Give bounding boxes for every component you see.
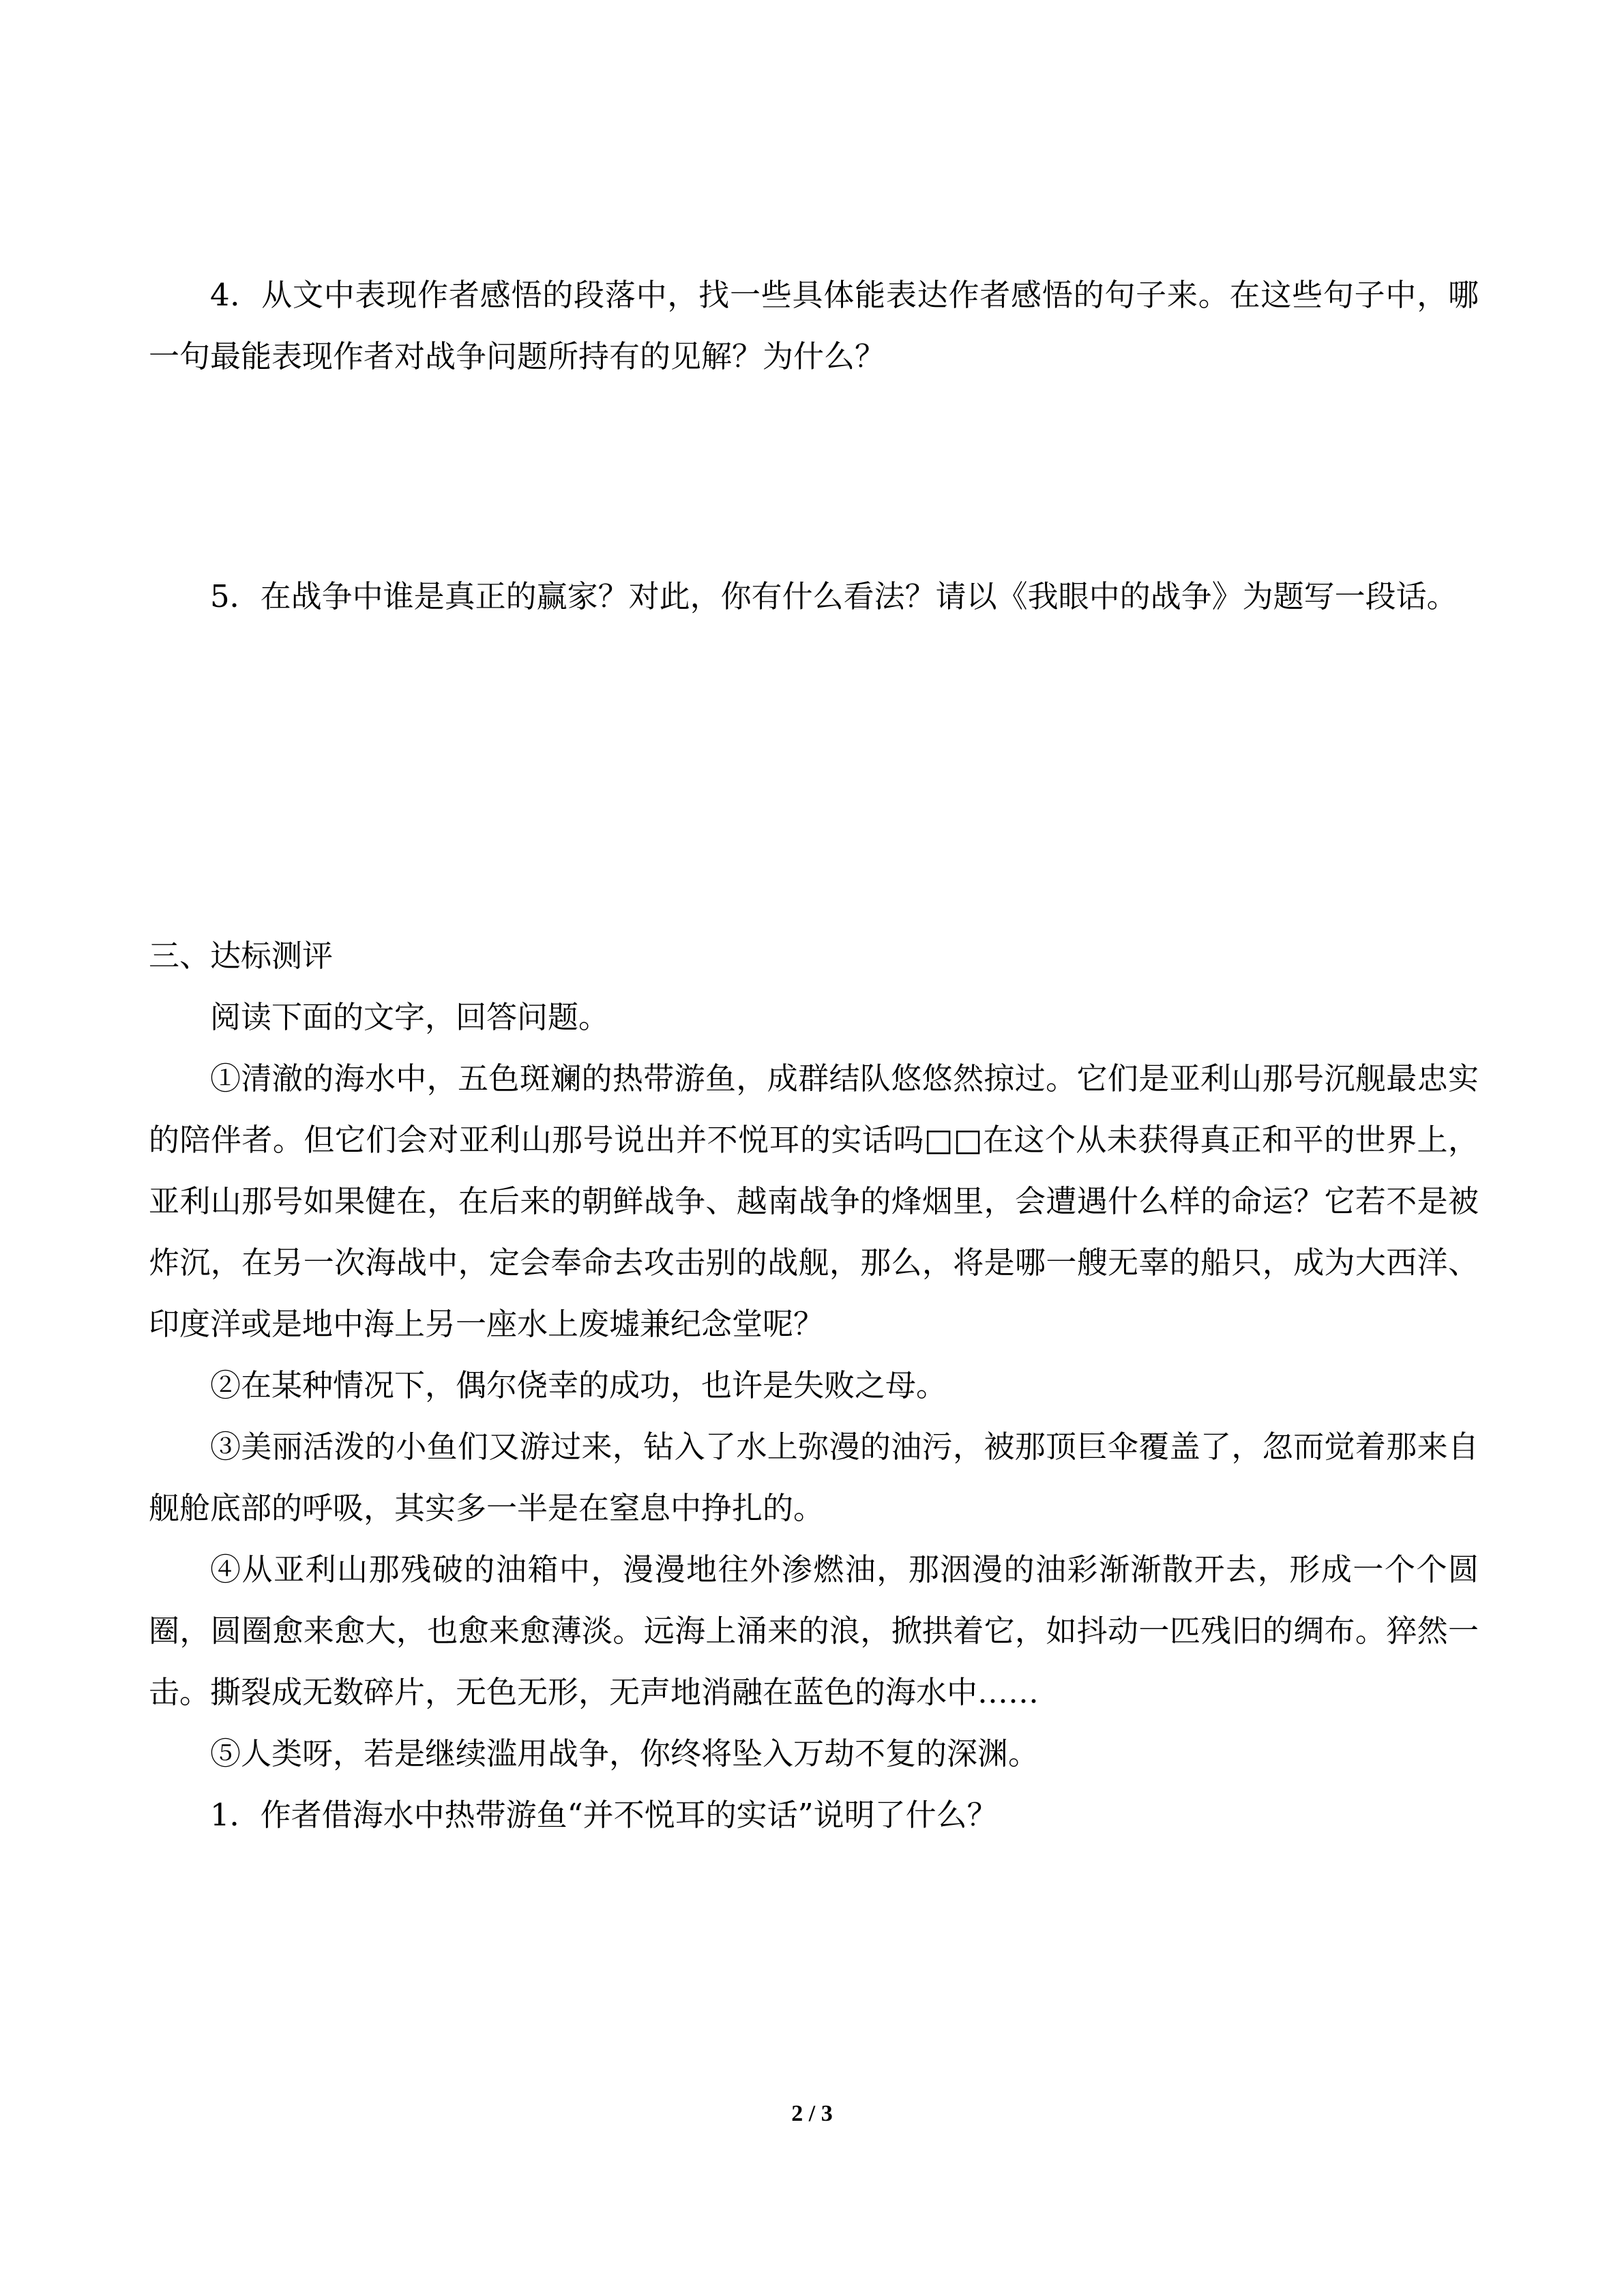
section-title: 三、达标测评	[149, 938, 334, 974]
passage-paragraph-3: ③美丽活泼的小鱼们又游过来，钻入了水上弥漫的油污，被那顶巨伞覆盖了，忽而觉着那来自舰舱底部的呼吸，其实多一半是在窒息中挣扎的。	[149, 1429, 1479, 1526]
section-assessment	[149, 925, 1479, 987]
question-4-text: 4．从文中表现作者感悟的段落中，找一些具体能表达作者感悟的句子来。在这些句子中，哪一句最能表现作者对战争问题所持有的见解？为什么？	[149, 277, 1479, 374]
passage-paragraph-5: ⑤人类呀，若是继续滥用战争，你终将坠入万劫不复的深渊。	[210, 1735, 1039, 1772]
passage-instruction: 阅读下面的文字，回答问题。	[210, 999, 610, 1035]
question-5-text: 5．在战争中谁是真正的赢家？对此，你有什么看法？请以《我眼中的战争》为题写一段话。	[210, 578, 1458, 614]
assessment-question-1: 1．作者借海水中热带游鱼“并不悦耳的实话”说明了什么？	[210, 1797, 998, 1833]
question-5	[149, 566, 1479, 627]
passage-paragraph-2: ②在某种情况下，偶尔侥幸的成功，也许是失败之母。	[210, 1367, 947, 1403]
question-4	[149, 265, 1479, 387]
passage-paragraph-4: ④从亚利山那残破的油箱中，漫漫地往外渗燃油，那洇漫的油彩渐渐散开去，形成一个个圆圈，圆圈愈来愈大，也愈来愈薄淡。远海上涌来的浪，掀拱着它，如抖动一匹残旧的绸布。猝然一击。撕裂成无数碎片，无色无形，无声地消融在蓝色的海水中……	[149, 1551, 1479, 1710]
page-number: 2 / 3	[791, 2101, 833, 2126]
passage-paragraph-1: ①清澈的海水中，五色斑斓的热带游鱼，成群结队悠悠然掠过。它们是亚利山那号沉舰最忠实的陪伴者。但它们会对亚利山那号说出并不悦耳的实话吗□□在这个从未获得真正和平的世界上，亚利山那号如果健在，在后来的朝鲜战争、越南战争的烽烟里，会遭遇什么样的命运？它若不是被炸沉，在另一次海战中，定会奉命去攻击别的战舰，那么，将是哪一艘无辜的船只，成为大西洋、印度洋或是地中海上另一座水上废墟兼纪念堂呢？	[149, 1060, 1479, 1342]
reading-passage	[149, 987, 1479, 1846]
